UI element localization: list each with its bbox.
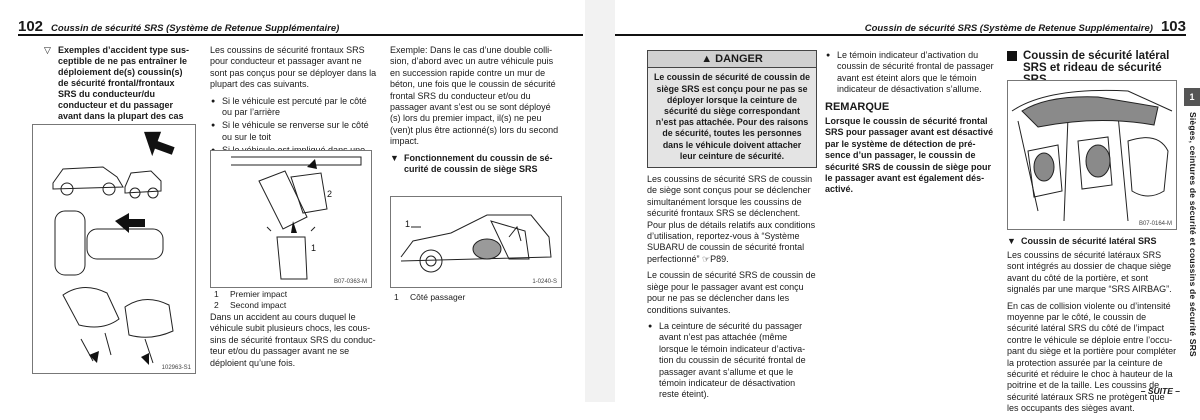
- double-collision-example: Exemple: Dans le cas d’une double colli-sion, d’abord avec un autre véhicule puis en succession rapide contre un mur de béton, une fois que le coussin de sécurité frontal SRS du conducteur et/ou du passager avant s’est ou se sont déployé (s) lors du premier impact, il(s) ne peu (ven)t plus être actionné(s) lors du second impact.: [390, 45, 559, 147]
- danger-box: [647, 50, 817, 168]
- caption-row: 2 Second impact: [214, 300, 287, 310]
- left-header: [18, 14, 583, 36]
- accident-types-figure: [32, 124, 196, 374]
- black-square-icon: [1007, 51, 1017, 61]
- side-airbag-heading: ▼ Coussin de sécurité latéral SRS: [1007, 236, 1157, 246]
- seat-cushion-airbag-heading: ▼ Fonctionnement du coussin de sé-curité de coussin de siège SRS: [390, 152, 553, 174]
- chapter-tab[interactable]: 1: [1184, 88, 1200, 106]
- multiple-impact-text: Dans un accident au cours duquel le véhicule subit plusieurs chocs, les cous-sins de sécurité frontaux SRS du conduc-teur et/ou du passager avant ne se déploient qu’une fois.: [210, 312, 376, 368]
- page-gutter: [585, 0, 615, 402]
- fig-label-2: 2: [327, 189, 333, 199]
- seat-cushion-conditions: [647, 321, 817, 401]
- figure-code-double-impact: B07-0363-M: [333, 279, 367, 285]
- right-header-title: Coussin de sécurité SRS (Système de Retenue Supplémentaire): [864, 23, 1153, 34]
- list-item: ● Si le véhicule se renverse sur le côté ou sur le toit: [210, 120, 378, 143]
- right-col-1: [647, 50, 817, 403]
- side-airbag-para-1: Les coussins de sécurité latéraux SRS sont intégrés au dossier de chaque siège avant du côté de la portière, et sont signalés par une marque “SRS AIRBAG”.: [1007, 250, 1172, 295]
- left-col-3: [390, 45, 562, 175]
- side-airbag-para-2: En cas de collision violente ou d’intensité moyenne par le côté, le coussin de sécurité latéral SRS du côté de l’impact contre le véhicule se déploie entre l’occu-pant du siège et la portière pour compléter la protection assurée par la ceinture de sécurité et réduire le choc à hauteur de la poitrine et de la taille. Les coussins de sécurité latéraux SRS ne protègent que les occupants des sièges avant.: [1007, 300, 1177, 414]
- seat-cushion-para-2: Le coussin de sécurité SRS de coussin de siège pour le passager avant est conçu pour ne pas se déclencher dans les conditions suivantes.: [647, 270, 816, 315]
- accident-examples-heading: [44, 45, 194, 122]
- right-header: [615, 14, 1186, 36]
- indicator-conditions: [825, 50, 1001, 96]
- side-airbag-figure: [1007, 80, 1177, 230]
- caption-row: 1 Premier impact: [214, 289, 288, 299]
- list-item: ● La ceinture de sécurité du passager avant n’est pas attachée (même lorsque le témoin indicateur d’activa-tion du coussin de sécurité frontal de passager avant s’allume et que le témoin indicateur de désactivation reste éteint).: [647, 321, 817, 401]
- list-item: ● Si le véhicule est percuté par le côté ou par l’arrière: [210, 96, 378, 119]
- left-col-1: [44, 45, 194, 122]
- seat-cushion-airbag-figure: [390, 196, 562, 288]
- right-page: [615, 0, 1200, 414]
- triangle-filled-icon: ▼: [390, 152, 399, 163]
- warning-triangle-icon: ▲: [701, 53, 713, 65]
- chapter-side-title: Sièges, ceintures de sécurité et coussins de sécurité SRS: [1188, 112, 1198, 357]
- fig-label-passenger: 1: [405, 219, 411, 229]
- right-page-number: 103: [1160, 18, 1186, 35]
- double-impact-captions: [214, 289, 374, 311]
- accident-examples-heading-text: Exemples d’accident type sus-ceptible de ne pas entraîner le déploiement de(s) coussin(s) de sécurité frontal/frontaux SRS du conducteur/du conducteur et du passager avant dans la plupart des cas: [58, 45, 190, 121]
- figure-code-accidents: 102963-S1: [161, 365, 191, 371]
- car-side-illustration: [391, 197, 561, 287]
- triangle-down-icon: ▽: [44, 45, 51, 55]
- curtain-airbag-illustration: [1008, 81, 1176, 229]
- figure-code-side-airbag: B07-0164-M: [1138, 221, 1172, 227]
- double-impact-illustration: [211, 151, 371, 287]
- left-page: [0, 0, 585, 402]
- frontal-airbag-intro: Les coussins de sécurité frontaux SRS pour conducteur et passager avant ne sont pas conçus pour se déployer dans la plupart des cas suivants.: [210, 45, 377, 90]
- accident-illustration: [33, 125, 195, 373]
- right-col-2: [825, 50, 1001, 201]
- remark-title: REMARQUE: [825, 100, 890, 113]
- danger-label: ▲ DANGER: [648, 51, 816, 68]
- left-header-title: Coussin de sécurité SRS (Système de Retenue Supplémentaire): [51, 23, 340, 34]
- danger-text: Le coussin de sécurité de coussin de siège SRS est conçu pour ne pas se déployer lorsque la ceinture de sécurité du siège correspondant n’est pas attachée. Pour des raisons de sécurité, toutes les personnes dans le véhicule doivent attacher leur ceinture de sécurité.: [654, 72, 810, 161]
- seat-cushion-para-1: Les coussins de sécurité SRS de coussin de siège sont conçus pour se déclencher simultanément lorsque les coussins de sécurité frontaux SRS se déclenchent. Pour plus de détails relatifs aux conditions d’utilisation, reportez-vous à “Système SUBARU de coussin de sécurité frontal perfectionné” ☞P89.: [647, 174, 816, 264]
- continued-marker: – SUITE –: [1140, 386, 1180, 396]
- left-page-number: 102: [18, 18, 44, 35]
- list-item: ● Le témoin indicateur d’activation du coussin de sécurité frontal de passager avant est éteint alors que le témoin indicateur de désactivation s’allume.: [825, 50, 1001, 96]
- side-airbag-section-title: Coussin de sécurité latéral SRS et rideau de sécurité: [1007, 50, 1177, 86]
- remark-text: Lorsque le coussin de sécurité frontal SRS pour passager avant est désactivé par le système de détection de pré-sence d’un passager, le coussin de sécurité SRS de coussin de siège pour le passager avant est également dés-activé.: [825, 116, 994, 195]
- fig-label-1: 1: [311, 243, 317, 253]
- caption-row: 1 Côté passager: [394, 292, 466, 302]
- passenger-caption: [394, 292, 554, 303]
- figure-code-seat-cushion: 1-0240-S: [532, 279, 557, 285]
- double-impact-figure: [210, 150, 372, 288]
- triangle-filled-icon: ▼: [1007, 236, 1016, 246]
